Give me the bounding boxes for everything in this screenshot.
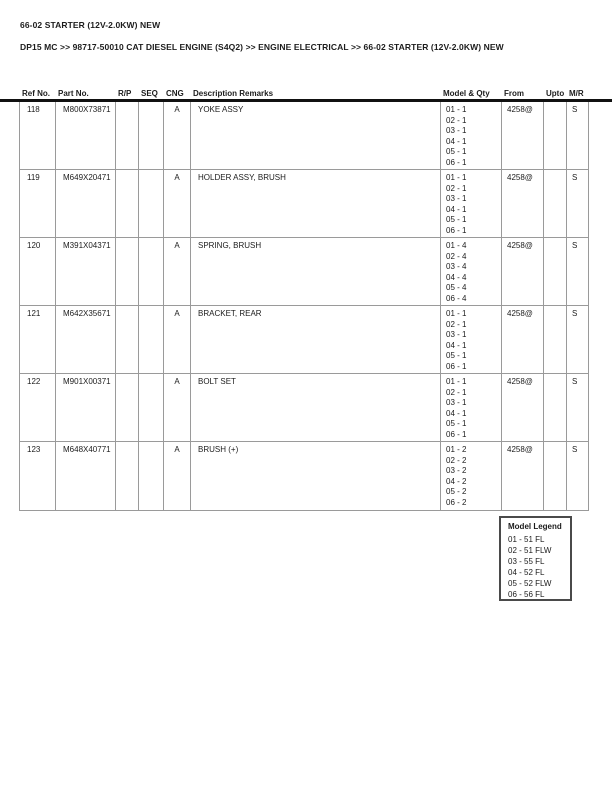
table-header-row bbox=[19, 83, 587, 98]
model-qty-line: 04 - 1 bbox=[446, 340, 467, 350]
cell-model-qty bbox=[441, 306, 502, 373]
model-qty-line: 04 - 1 bbox=[446, 204, 467, 214]
model-qty-line: 01 - 1 bbox=[446, 377, 467, 386]
table-row bbox=[20, 442, 588, 510]
model-qty-line: 06 - 4 bbox=[446, 293, 467, 303]
cell-upto bbox=[544, 374, 567, 441]
cell-rp bbox=[116, 102, 139, 169]
model-qty-line: 03 - 1 bbox=[446, 398, 467, 407]
cell-description: YOKE ASSY bbox=[191, 102, 441, 169]
cell-upto bbox=[544, 102, 567, 169]
cell-mr: S bbox=[572, 105, 578, 114]
cell-rp bbox=[116, 238, 139, 305]
model-legend-item: 01 - 51 FL bbox=[508, 535, 545, 544]
column-header-from: From bbox=[504, 89, 524, 98]
model-legend-item: 04 - 52 FL bbox=[508, 568, 545, 577]
model-qty-line: 03 - 1 bbox=[446, 194, 467, 203]
cell-from: 4258@ bbox=[502, 170, 544, 237]
model-qty-line: 03 - 1 bbox=[446, 126, 467, 135]
cell-seq bbox=[139, 238, 164, 305]
model-qty-line: 02 - 1 bbox=[446, 183, 467, 193]
cell-ref-no: 118 bbox=[20, 102, 56, 169]
cell-from: 4258@ bbox=[502, 306, 544, 373]
cell-description: SPRING, BRUSH bbox=[191, 238, 441, 305]
table-row bbox=[20, 306, 588, 374]
model-qty-line: 01 - 4 bbox=[446, 241, 467, 250]
cell-seq bbox=[139, 170, 164, 237]
cell-cng: A bbox=[164, 374, 191, 441]
model-qty-line: 01 - 1 bbox=[446, 173, 467, 182]
model-qty-line: 02 - 4 bbox=[446, 251, 467, 261]
cell-rp bbox=[116, 442, 139, 510]
model-qty-line: 02 - 2 bbox=[446, 455, 467, 465]
model-qty-line: 06 - 1 bbox=[446, 225, 467, 235]
cell-cng: A bbox=[164, 442, 191, 510]
cell-description: BRACKET, REAR bbox=[191, 306, 441, 373]
column-header-seq: SEQ bbox=[141, 89, 158, 98]
model-qty-line: 06 - 1 bbox=[446, 429, 467, 439]
cell-model-qty bbox=[441, 102, 502, 169]
cell-part-no: M800X73871 bbox=[56, 102, 116, 169]
cell-description: BOLT SET bbox=[191, 374, 441, 441]
cell-ref-no: 120 bbox=[20, 238, 56, 305]
cell-model-qty bbox=[441, 170, 502, 237]
column-header-model-qty: Model & Qty bbox=[443, 89, 490, 98]
breadcrumb: DP15 MC >> 98717-50010 CAT DIESEL ENGINE (S4Q2) >> ENGINE ELECTRICAL >> 66-02 STARTER (12V-2.0KW) NEW bbox=[20, 42, 504, 52]
model-legend-item: 05 - 52 FLW bbox=[508, 579, 552, 588]
cell-seq bbox=[139, 306, 164, 373]
column-header-cng: CNG bbox=[166, 89, 184, 98]
model-legend-title: Model Legend bbox=[508, 522, 562, 531]
cell-upto bbox=[544, 170, 567, 237]
cell-mr: S bbox=[572, 445, 578, 454]
page-title: 66-02 STARTER (12V-2.0KW) NEW bbox=[20, 20, 161, 30]
cell-cng: A bbox=[164, 102, 191, 169]
cell-rp bbox=[116, 306, 139, 373]
cell-rp bbox=[116, 170, 139, 237]
cell-upto bbox=[544, 442, 567, 510]
model-qty-line: 04 - 1 bbox=[446, 408, 467, 418]
cell-from: 4258@ bbox=[502, 442, 544, 510]
table-row bbox=[20, 238, 588, 306]
model-qty-line: 04 - 2 bbox=[446, 476, 467, 486]
cell-mr: S bbox=[572, 241, 578, 250]
model-qty-line: 06 - 2 bbox=[446, 497, 467, 507]
model-qty-line: 04 - 1 bbox=[446, 136, 467, 146]
cell-cng: A bbox=[164, 306, 191, 373]
cell-part-no: M391X04371 bbox=[56, 238, 116, 305]
parts-table bbox=[19, 102, 589, 511]
cell-part-no: M649X20471 bbox=[56, 170, 116, 237]
cell-mr: S bbox=[572, 377, 578, 386]
model-legend-item: 06 - 56 FL bbox=[508, 590, 545, 599]
model-qty-line: 05 - 1 bbox=[446, 351, 467, 360]
model-qty-line: 01 - 1 bbox=[446, 105, 467, 114]
model-qty-line: 05 - 4 bbox=[446, 283, 467, 292]
cell-from: 4258@ bbox=[502, 238, 544, 305]
column-header-part-no: Part No. bbox=[58, 89, 89, 98]
cell-cng: A bbox=[164, 238, 191, 305]
model-qty-line: 05 - 2 bbox=[446, 487, 467, 496]
table-row bbox=[20, 102, 588, 170]
column-header-upto: Upto bbox=[546, 89, 565, 98]
cell-seq bbox=[139, 374, 164, 441]
model-qty-line: 06 - 1 bbox=[446, 157, 467, 167]
cell-from: 4258@ bbox=[502, 374, 544, 441]
cell-ref-no: 123 bbox=[20, 442, 56, 510]
model-qty-line: 03 - 1 bbox=[446, 330, 467, 339]
cell-upto bbox=[544, 238, 567, 305]
cell-model-qty bbox=[441, 238, 502, 305]
model-qty-line: 02 - 1 bbox=[446, 387, 467, 397]
cell-part-no: M648X40771 bbox=[56, 442, 116, 510]
cell-seq bbox=[139, 102, 164, 169]
cell-part-no: M901X00371 bbox=[56, 374, 116, 441]
cell-description: BRUSH (+) bbox=[191, 442, 441, 510]
cell-seq bbox=[139, 442, 164, 510]
cell-upto bbox=[544, 306, 567, 373]
column-header-mr: M/R bbox=[569, 89, 584, 98]
model-qty-line: 06 - 1 bbox=[446, 361, 467, 371]
model-qty-line: 03 - 2 bbox=[446, 466, 467, 475]
cell-model-qty bbox=[441, 374, 502, 441]
cell-mr: S bbox=[572, 173, 578, 182]
column-header-rp: R/P bbox=[118, 89, 132, 98]
model-legend-item: 03 - 55 FL bbox=[508, 557, 545, 566]
column-header-ref-no: Ref No. bbox=[22, 89, 50, 98]
cell-description: HOLDER ASSY, BRUSH bbox=[191, 170, 441, 237]
model-qty-line: 01 - 1 bbox=[446, 309, 467, 318]
cell-mr: S bbox=[572, 309, 578, 318]
model-legend-item: 02 - 51 FLW bbox=[508, 546, 552, 555]
cell-part-no: M642X35671 bbox=[56, 306, 116, 373]
cell-ref-no: 121 bbox=[20, 306, 56, 373]
cell-rp bbox=[116, 374, 139, 441]
model-qty-line: 02 - 1 bbox=[446, 115, 467, 125]
cell-ref-no: 119 bbox=[20, 170, 56, 237]
model-qty-line: 04 - 4 bbox=[446, 272, 467, 282]
model-qty-line: 03 - 4 bbox=[446, 262, 467, 271]
column-header-description: Description Remarks bbox=[193, 89, 274, 98]
cell-from: 4258@ bbox=[502, 102, 544, 169]
model-qty-line: 05 - 1 bbox=[446, 419, 467, 428]
model-qty-line: 02 - 1 bbox=[446, 319, 467, 329]
table-row bbox=[20, 170, 588, 238]
model-legend bbox=[499, 516, 572, 601]
model-qty-line: 01 - 2 bbox=[446, 445, 467, 454]
table-row bbox=[20, 374, 588, 442]
model-qty-line: 05 - 1 bbox=[446, 147, 467, 156]
model-qty-line: 05 - 1 bbox=[446, 215, 467, 224]
cell-model-qty bbox=[441, 442, 502, 510]
cell-ref-no: 122 bbox=[20, 374, 56, 441]
cell-cng: A bbox=[164, 170, 191, 237]
